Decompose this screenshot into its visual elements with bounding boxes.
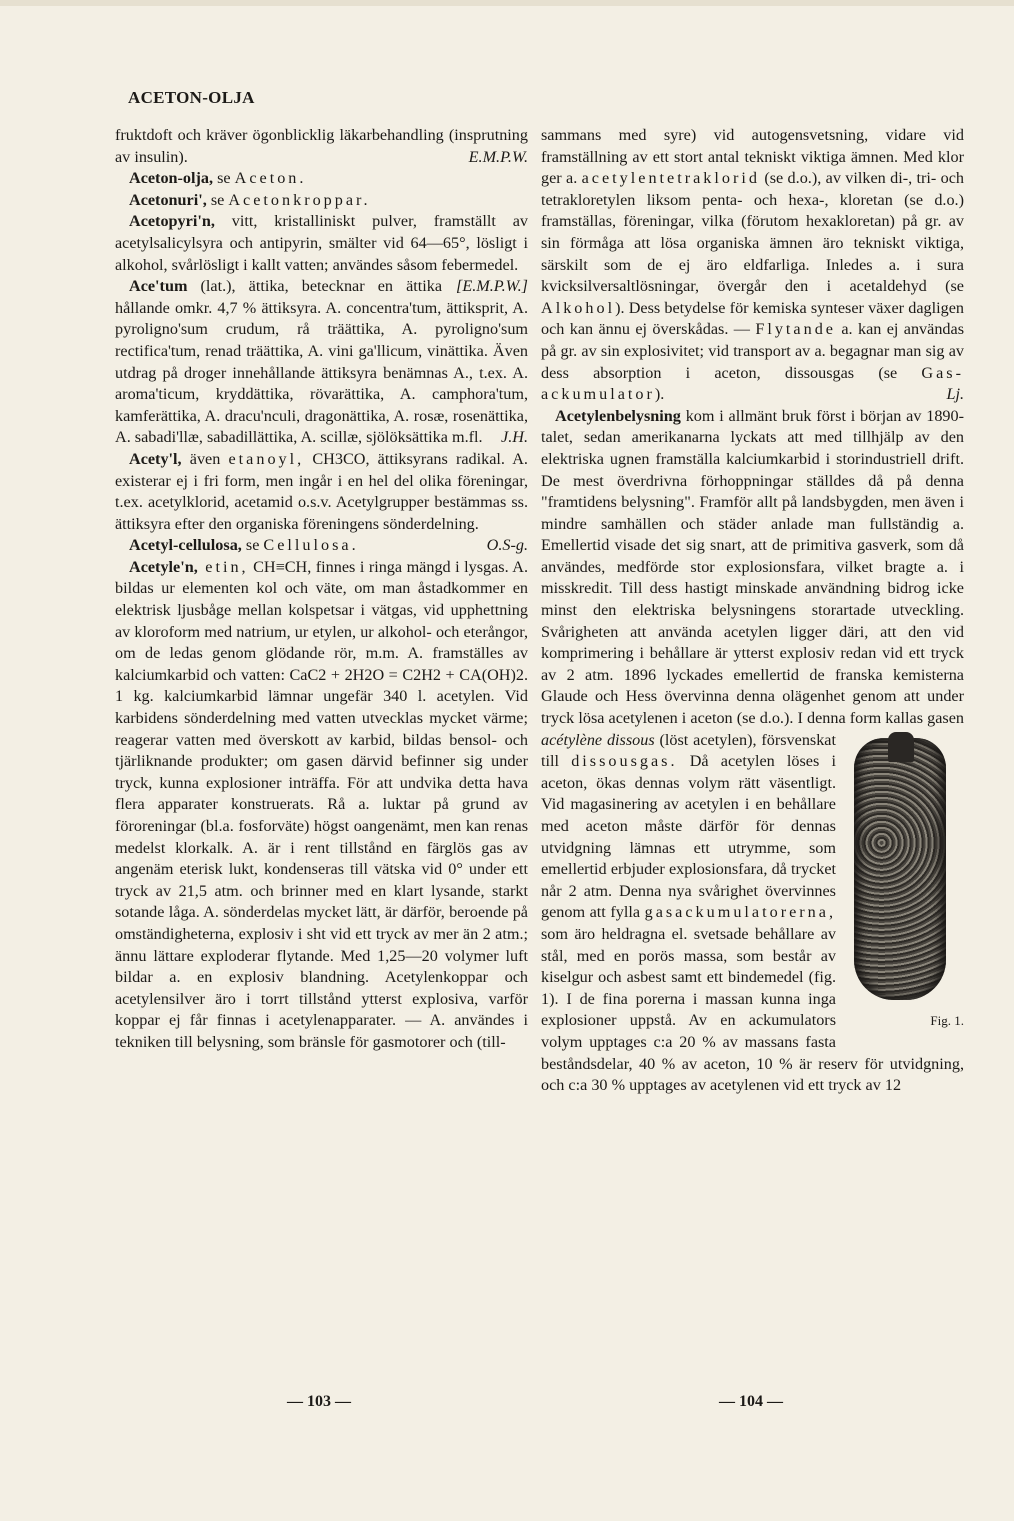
entry-acetylen: Acetyle'n, etin, CH≡CH, finnes i ringa mängd i lysgas. A. bildas ur elementen kol och väte, om man åstadkommer en elektrisk ljusbåge mellan kolspetsar i vätgas, vid upphettning av kloroform med natrium, ur etylen, ur alkohol- och eterångor, om de ledas genom glödande rör, m.m. A. framställes av kalciumkarbid och vatten: CaC2 + 2H2O = C2H2 + CA(OH)2. 1 kg. kalciumkarbid lämnar ungefär 340 l. acetylen. Vid karbidens sönderdelning med vatten utvecklas mycket värme; reagerar vatten med överskott av karbid, bildas bensol- och tjärliknande produkter; om gasen därvid befinner sig under tryck, kunna explosioner inträffa. För att undvika detta hava flera apparater konstruerats. Rå a. luktar på grund av föroreningar (bl.a. fosforväte) högst oangenämt, men kan renas medelst klorkalk. A. är i rent tillstånd en färglös gas av angenäm eterisk lukt, kondenseras till vätska vid 0° under ett tryck av 21,5 atm. och brinner med en klart lysande, starkt sotande låga. A. sönderdelas mycket lätt, är därför, beroende på omständigheterna, explosiv i sht vid ett tryck av mer än 2 atm.; ännu lättare exploderar flytande. Med 1,25—20 volymer luft bildar a. en explosiv blandning. Acetylenkoppar och acetylensilver äro i torrt tillstånd ytterst explosiva, varför koppar ej får finnas i acetylenapparater. — A. användes i tekniken till belysning, som bränsle för gasmotorer och (till- (115, 557, 528, 1051)
page-top-edge (0, 0, 1014, 6)
author-signature: O.S-g. (486, 536, 528, 555)
paragraph-continuation: fruktdoft och kräver ögonblicklig läkarbehandling (insprutning av insulin). E.M.P.W. (115, 125, 528, 168)
entry-acetum: Ace'tum (lat.), ättika, betecknar en ättika hållande omkr. 4,7 % ättiksyra. A. concentra'tum, ättiksprit, A. pyroligno'sum crudum, rå träättika, A. pyroligno'sum rectifica'tum, renad träättika, A. vini ga'llicum, vinättika. Även utdrag på droger innehållande ättiksyra benämnas A., t.ex. A. aroma'ticum, kryddättika, rövarättika, A. camphora'tum, kamferättika, A. dracu'nculi, dragonättika, A. rosæ, rosenättika, A. sabadi'llæ, sabadillättika, A. scillæ, sjölöksättika m.fl. J.H. (115, 276, 528, 449)
entry-aceton-olja: Aceton-olja, se Aceton. (129, 169, 307, 188)
author-signature: J.H. (501, 428, 528, 447)
right-column (541, 125, 964, 1097)
left-column (115, 125, 528, 1054)
paragraph-continuation: sammans med syre) vid autogensvetsning, vidare vid framställning av ett stort antal tekniskt viktiga ämnen. Med klor ger a. acetylentetraklorid (se d.o.), av vilken di-, tri- och tetrakloretylen liksom penta- och hexa-, kloretan (se d.o.) framställas, föreningar, vilka (förutom hexakloretan) på gr. av sin förmåga att lösa organiska ämnen äro tekniskt viktiga, särskilt som de ej äro eldfarliga. Inledes a. i sura kvicksilversaltlösningar, övergår den i acetaldehyd (se Alkohol). Dess betydelse för kemiska synteser växer dagligen och kan ännu ej överskådas. — Flytande a. kan ej användas på gr. av sin explosivitet; vid transport av a. begagnar man sig av dess absorption i aceton, dissousgas (se Gas-ackumulator). Lj. (541, 125, 964, 406)
entry-acetonuri: Acetonuri', se Acetonkroppar. (129, 190, 371, 209)
page-number-left: — 103 — (287, 1393, 351, 1410)
author-signature: Lj. (946, 385, 964, 404)
figure-gas-cylinder (846, 732, 964, 1032)
cylinder-illustration (854, 738, 946, 1000)
page-number-right: — 104 — (719, 1393, 783, 1410)
author-signature: [E.M.P.W.] (456, 277, 528, 296)
entry-acetopyrin: Acetopyri'n, vitt, kristalliniskt pulver, framställt av acetylsalicylsyra och antipyrin, smälter vid 64—65°, lösligt i alkohol, svårlösligt i kallt vatten; användes såsom febermedel. [E.M.P.W.] (115, 211, 528, 276)
entry-acetylenbelysning: Acetylenbelysning kom i allmänt bruk först i början av 1890-talet, sedan amerikanarna lyckats att med tillhjälp av den elektriska ugnen framställa kalciumkarbid i storindustriell drift. De mest överdrivna förhoppningar ställdes då på denna "framtidens belysning". Framför allt på landsbygden, men även i mindre samhällen och städer anlade man fullständig a. Emellertid visade det sig snart, att de primitiva gasverk, som då användes, medförde stor explosionsfara, vilket bragte a. i misskredit. Till dess hastigt minskade användning bidrog icke minst den elektriska belysningens storartade utveckling. Svårigheten att använda acetylen ligger däri, att den vid komprimering i behållare är ytterst explosiv redan vid ett tryck av 2 atm. 1896 lyckades emellertid de franska kemisterna Glaude och Hess övervinna denna olägenhet genom att under tryck lösa acetylenen i aceton (se d.o.). I denna form kallas gasen Fig. 1. acétylène dissous (löst acetylen), försvenskat till dissousgas. Då acetylen löses i aceton, ökas dennas volym rätt väsentligt. Vid magasinering av acetylen i en behållare med aceton måste därför för dennas utvidgning lämnas ett utrymme, som emellertid erbjuder explosionsfara, då trycket når 2 atm. Denna nya svårighet övervinnes genom att fylla gasackumulatorerna, som äro heldragna el. svetsade behållare av stål, med en porös massa, som består av kiselgur och asbest samt ett bindemedel (fig. 1). I de fina porerna i massan kunna inga explosioner uppstå. Av en ackumulators volym upptages c:a 20 % av massans fasta beståndsdelar, 40 % av aceton, 10 % är reserv för utvidgning, och c:a 30 % upptages av acetylenen vid ett tryck av 12 (541, 406, 964, 1095)
valve-illustration (888, 732, 914, 762)
author-signature: E.M.P.W. (468, 147, 528, 166)
figure-caption: Fig. 1. (930, 1013, 964, 1029)
entry-acetyl-cellulosa: Acetyl-cellulosa, se Cellulosa. (129, 536, 359, 555)
entry-acetyl: Acety'l, även etanoyl, CH3CO, ättiksyrans radikal. A. existerar ej i fri form, men ingår i en hel del olika föreningar, t.ex. acetylklorid, acetamid o.s.v. Acetylgrupper bestämmas ss. ättiksyra efter den organiska föreningens sönderdelning. O.S-g. (115, 449, 528, 535)
page-header: ACETON-OLJA (128, 88, 255, 107)
